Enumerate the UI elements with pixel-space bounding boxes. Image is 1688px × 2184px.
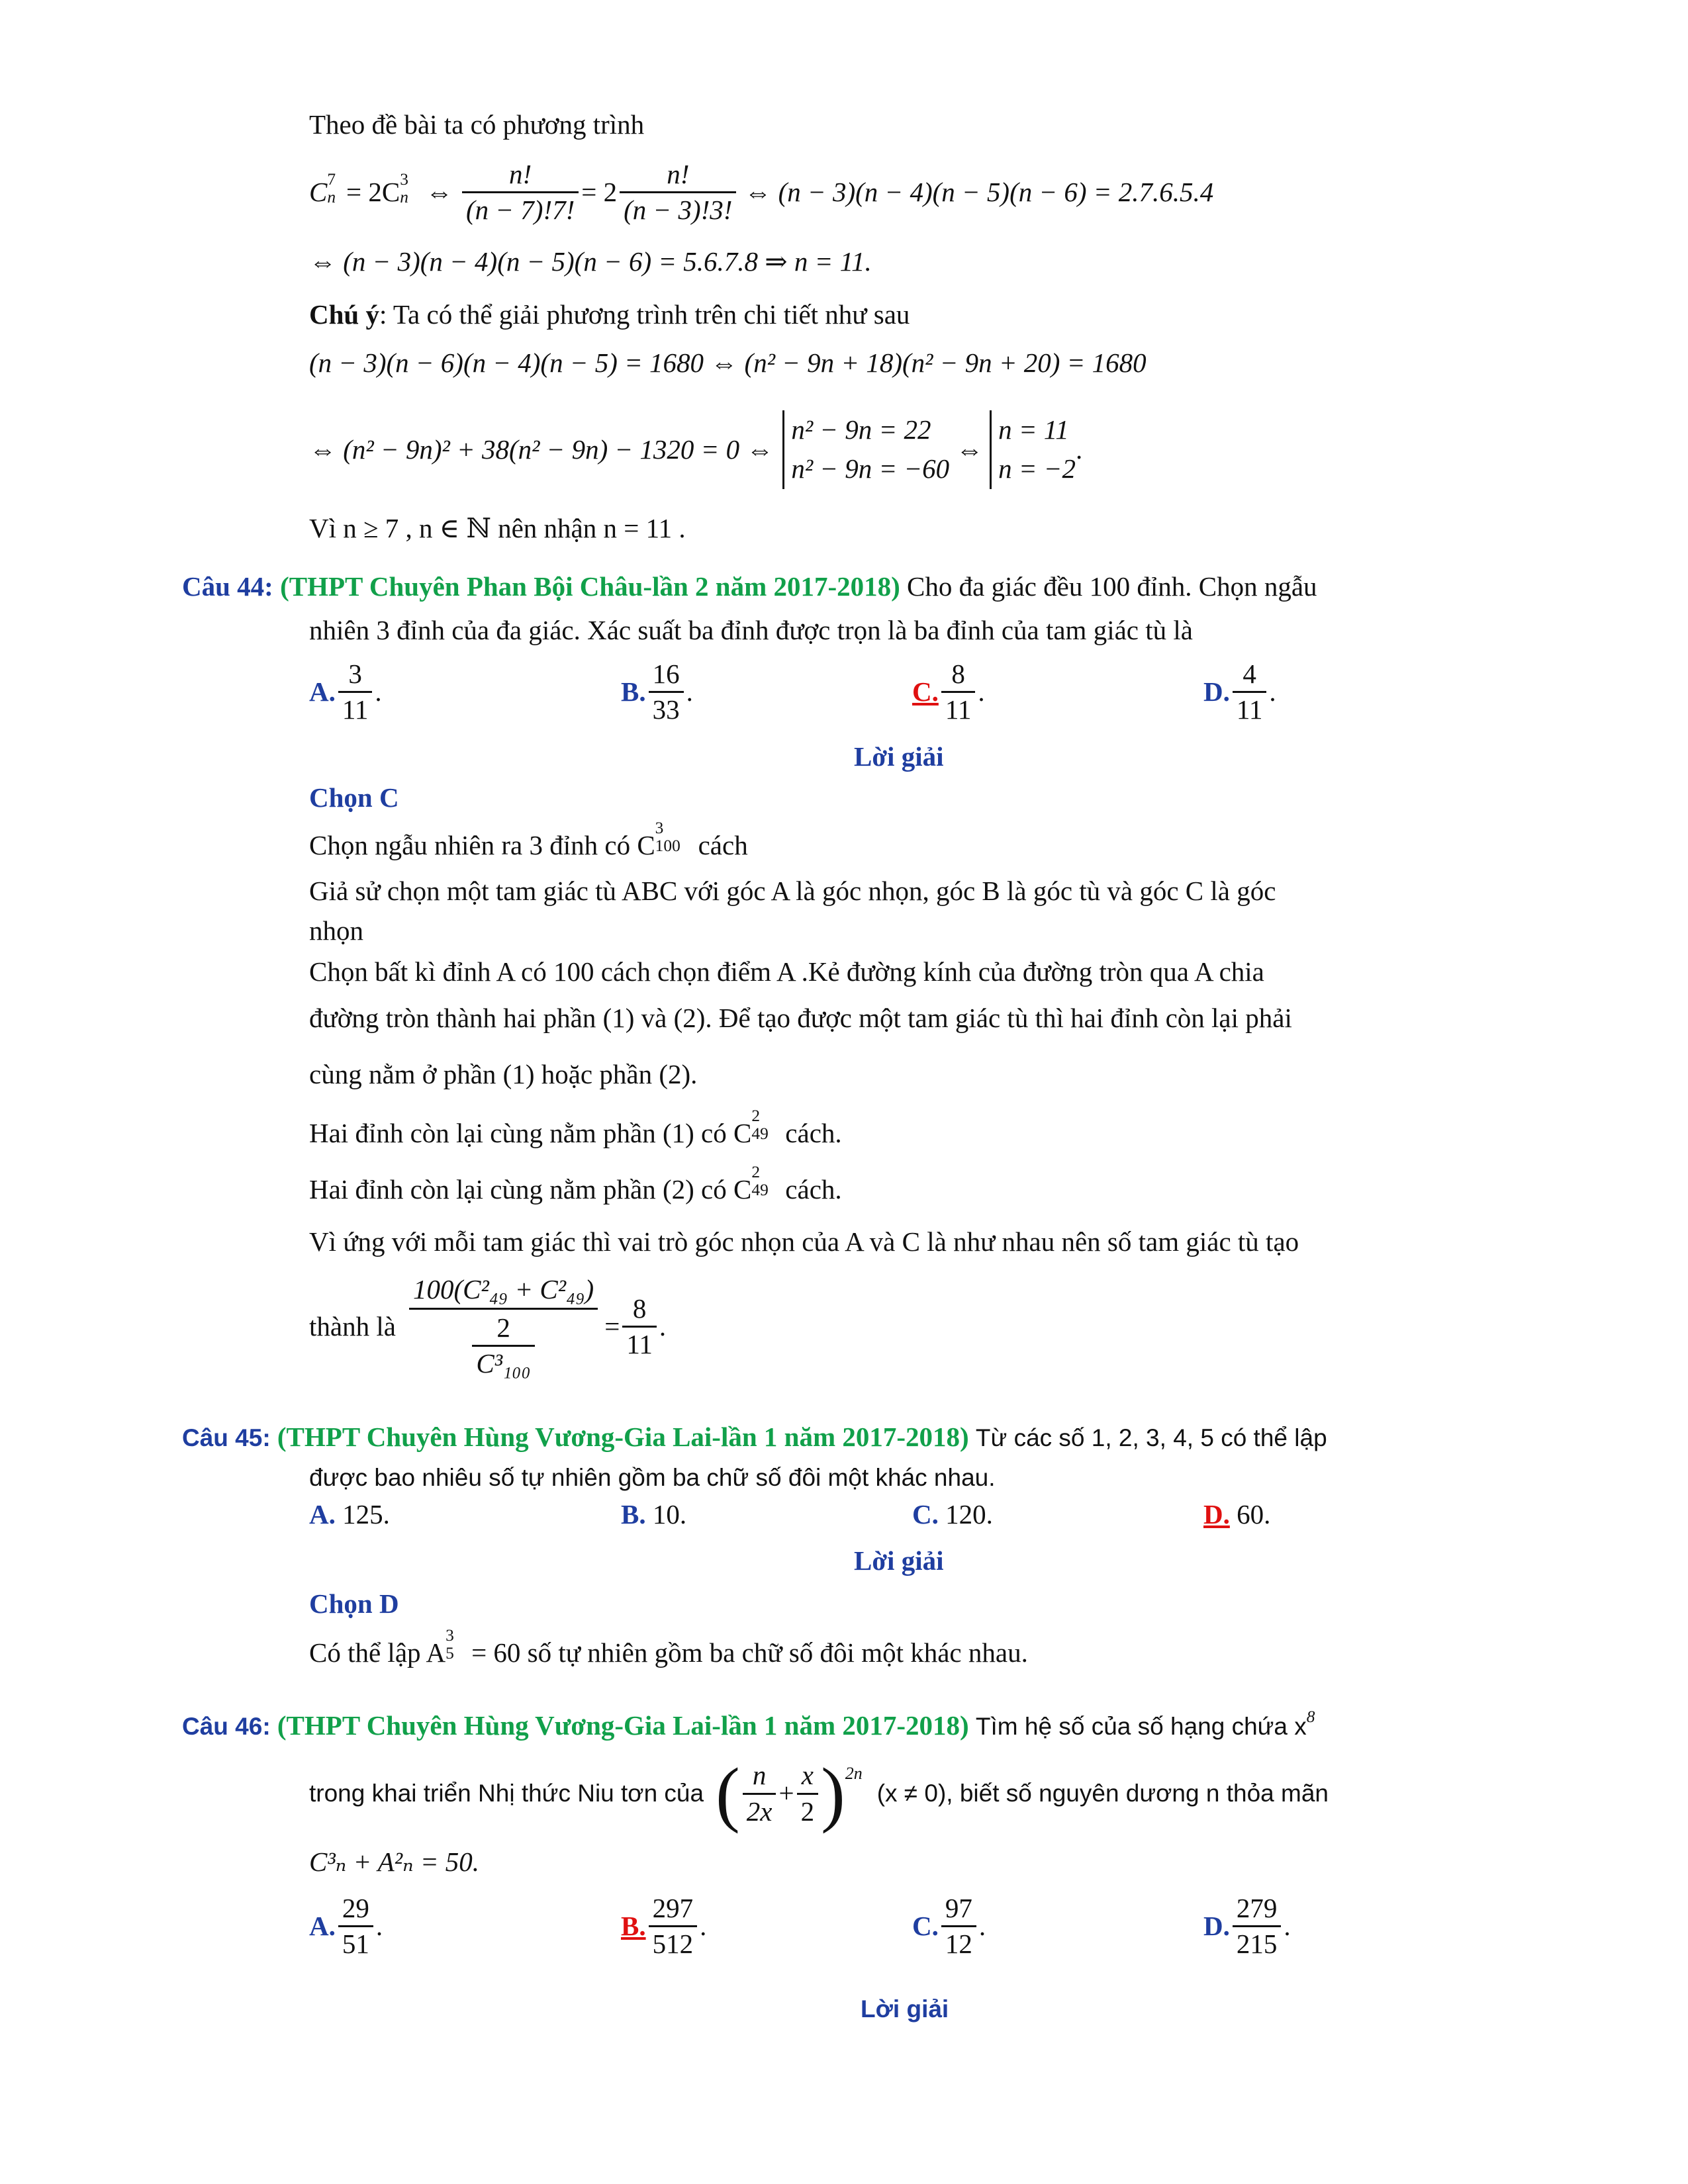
q46-option-d[interactable]: D. $\frac{279}{215}$ . <box>1203 1893 1291 1960</box>
q44-step-7-sup: 2 <box>751 1107 761 1126</box>
q44-option-a[interactable]: A. $\frac{3}{11}$ . <box>309 659 382 725</box>
q45-option-b-letter: B. <box>621 1499 646 1529</box>
q46-text1: Tìm hệ số của số hạng chứa x <box>975 1713 1307 1741</box>
eq4-case-1: n² − 9n = 22 <box>791 414 931 445</box>
q45-text2: được bao nhiêu số tự nhiên gồm ba chữ số đôi một khác nhau. <box>309 1464 996 1491</box>
q44-option-c-frac <box>941 659 975 725</box>
q46-solution-heading: Lời giải <box>861 1995 949 2023</box>
q44-step-1-text: Chọn ngẫu nhiên ra 3 đỉnh có C <box>309 830 655 860</box>
q44-header <box>182 571 1317 602</box>
q46-text3: C³ₙ + A²ₙ = 50. <box>309 1846 480 1877</box>
equation-3: (n − 3)(n − 6)(n − 4)(n − 5) = 1680 ⇔ (n² − 9n + 18)(n² − 9n + 20) = 1680 <box>309 347 1147 378</box>
q46-plus: + <box>778 1778 794 1809</box>
q46-option-c-frac <box>941 1893 976 1960</box>
q46-c-den: 12 <box>941 1925 976 1960</box>
q46-text2-pre: trong khai triển Nhị thức Niu tơn của <box>309 1779 704 1807</box>
q44-option-d[interactable]: D. $\frac{4}{11}$ . <box>1203 659 1276 725</box>
q46-option-d-frac <box>1233 1893 1282 1960</box>
eq1-frac1 <box>462 159 579 226</box>
note-text: : Ta có thể giải phương trình trên chi tiết như sau <box>379 299 910 330</box>
q45-step-1-end: = 60 số tự nhiên gồm ba chữ số đôi một khác nhau. <box>464 1637 1028 1668</box>
q44-step-10-label: thành là <box>309 1311 396 1342</box>
q46-option-a[interactable]: A. $\frac{29}{51}$ . <box>309 1893 383 1960</box>
q45-option-b[interactable] <box>621 1499 686 1530</box>
q44-step-7-end: cách. <box>778 1118 842 1148</box>
q44-option-c-letter: C. <box>912 676 939 707</box>
q46-d-num: 279 <box>1236 1893 1278 1923</box>
q44-solution-heading: Lời giải <box>854 741 944 772</box>
q44-c-num: 8 <box>951 659 965 689</box>
eq1-sub: n <box>327 188 336 207</box>
intro-conclusion: Vì n ≥ 7 , n ∈ ℕ nên nhận n = 11 . <box>309 513 686 543</box>
eq1-sup: 7 <box>327 170 336 189</box>
q46-paren-open: ( <box>716 1753 740 1834</box>
q44-c-den: 11 <box>941 691 975 725</box>
eq4-lhs: ⇔ (n² − 9n)² + 38(n² − 9n) − 1320 = 0 ⇔ <box>309 433 774 465</box>
eq1-indices <box>327 170 346 207</box>
q44-complex-frac <box>405 1274 602 1379</box>
q46-header <box>182 1707 1315 1741</box>
q44-d-num: 4 <box>1243 659 1256 689</box>
q44-option-a-letter: A. <box>309 676 336 707</box>
q45-header <box>182 1422 1327 1453</box>
q45-step-1-text: Có thể lập A <box>309 1637 446 1668</box>
eq1-rhs: ⇔ (n − 3)(n − 4)(n − 5)(n − 6) = 2.7.6.5.4 <box>744 177 1214 208</box>
q44-step-3: nhọn <box>309 915 363 946</box>
q46-frac-1 <box>743 1760 776 1827</box>
q44-step-8-sup: 2 <box>751 1163 761 1182</box>
q44-result-num: 8 <box>632 1293 647 1324</box>
q46-paren-close: ) <box>821 1753 845 1834</box>
eq4-case-2: n² − 9n = −60 <box>791 453 950 484</box>
q45-answer-choice: Chọn D <box>309 1588 399 1619</box>
q44-step-2: Giả sử chọn một tam giác tù ABC với góc A là góc nhọn, góc B là góc tù và góc C là góc <box>309 876 1276 906</box>
q46-option-b-letter: B. <box>621 1911 646 1942</box>
eq1-frac2 <box>620 159 736 226</box>
q45-option-c[interactable] <box>912 1499 993 1530</box>
q44-step-6: cùng nằm ở phần (1) hoặc phần (2). <box>309 1059 698 1089</box>
q44-complex-den: C³₁₀₀ <box>472 1345 534 1379</box>
q45-option-a-letter: A. <box>309 1499 336 1529</box>
q44-option-d-frac <box>1233 659 1266 725</box>
q44-step-1-sub: 100 <box>655 836 680 855</box>
q44-answer-choice: Chọn C <box>309 782 399 813</box>
q44-result-frac <box>622 1293 656 1360</box>
q44-complex-num-top: 100(C²₄₉ + C²₄₉) <box>409 1274 598 1310</box>
equation-4 <box>309 410 1082 489</box>
q44-a-den: 11 <box>338 691 372 725</box>
equation-1 <box>309 159 1213 226</box>
q46-option-c[interactable]: C. $\frac{97}{12}$ . <box>912 1893 986 1960</box>
q44-step-8-text: Hai đỉnh còn lại cùng nằm phần (2) có C <box>309 1174 752 1205</box>
q46-option-a-frac <box>338 1893 373 1960</box>
q44-complex-num-bot: 2 <box>496 1312 510 1343</box>
note-line <box>309 299 910 330</box>
q46-frac-2 <box>797 1760 819 1827</box>
q46-option-a-letter: A. <box>309 1911 336 1942</box>
q44-step-10-end: . <box>659 1311 667 1342</box>
q44-complex-num <box>405 1274 602 1345</box>
q44-source: (THPT Chuyên Phan Bội Châu-lần 2 năm 2017-2018) <box>280 571 900 602</box>
eq4-case-4: n = −2 <box>998 453 1076 484</box>
q44-text1: Cho đa giác đều 100 đỉnh. Chọn ngẫu <box>907 571 1317 602</box>
q46-b-num: 297 <box>652 1893 694 1923</box>
eq4-system-2 <box>990 410 1076 489</box>
q45-option-d-value: 60. <box>1237 1499 1271 1529</box>
eq1-two: = 2 <box>581 177 618 208</box>
eq1-frac2-num: n! <box>667 159 690 189</box>
q46-a-num: 29 <box>342 1893 369 1923</box>
q44-step-8-sub: 49 <box>751 1180 769 1199</box>
q44-step-10-eq: = <box>604 1311 620 1342</box>
eq4-end: . <box>1075 433 1083 465</box>
eq1-frac1-den: (n − 7)!7! <box>462 191 579 226</box>
q44-option-a-frac <box>338 659 372 725</box>
q45-text1: Từ các số 1, 2, 3, 4, 5 có thể lập <box>975 1424 1327 1451</box>
equiv-symbol: ⇔ <box>425 177 453 208</box>
q44-step-7-text: Hai đỉnh còn lại cùng nằm phần (1) có C <box>309 1118 752 1148</box>
q46-frac-2-den: 2 <box>797 1793 819 1827</box>
q44-a-num: 3 <box>348 659 362 689</box>
q46-exponent: 2n <box>845 1764 863 1783</box>
q45-option-c-value: 120. <box>945 1499 993 1529</box>
eq1-mid: = 2C <box>346 177 400 208</box>
q46-a-den: 51 <box>338 1925 373 1960</box>
q44-step-4: Chọn bất kì đỉnh A có 100 cách chọn điểm A .Kẻ đường kính của đường tròn qua A chia <box>309 956 1264 987</box>
eq4-equiv: ⇔ <box>956 433 984 465</box>
q46-line-2 <box>309 1753 1329 1834</box>
q44-step-10 <box>309 1274 666 1379</box>
q46-option-b-frac <box>649 1893 698 1960</box>
q44-b-den: 33 <box>649 691 684 725</box>
eq1-mid-indices <box>400 170 419 207</box>
q45-solution-heading: Lời giải <box>854 1545 944 1576</box>
q44-step-1-sup: 3 <box>655 819 664 838</box>
note-label: Chú ý <box>309 299 379 330</box>
eq1-frac1-num: n! <box>509 159 532 189</box>
q45-option-b-value: 10. <box>652 1499 687 1529</box>
q46-option-d-letter: D. <box>1203 1911 1230 1942</box>
q46-frac-2-num: x <box>801 1760 814 1791</box>
q44-step-8-end: cách. <box>778 1174 842 1205</box>
q46-text1-sup: 8 <box>1306 1707 1315 1726</box>
eq1-mid-sub: n <box>400 188 408 207</box>
q46-frac-1-den: 2x <box>743 1793 776 1827</box>
q44-step-8 <box>309 1163 842 1205</box>
q45-option-d[interactable] <box>1203 1499 1270 1530</box>
q44-step-7-sub: 49 <box>751 1124 769 1143</box>
q46-option-b[interactable]: B. $\frac{297}{512}$ . <box>621 1893 707 1960</box>
q44-option-b[interactable]: B. $\frac{16}{33}$ . <box>621 659 693 725</box>
q46-source: (THPT Chuyên Hùng Vương-Gia Lai-lần 1 năm 2017-2018) <box>277 1710 969 1741</box>
q45-step-1 <box>309 1626 1028 1668</box>
q46-text2-post: (x ≠ 0), biết số nguyên dương n thỏa mãn <box>876 1779 1329 1807</box>
q44-step-1 <box>309 819 748 861</box>
eq1-mid-sup: 3 <box>400 170 408 189</box>
eq4-system-1 <box>782 410 949 489</box>
equation-2: ⇔ (n − 3)(n − 4)(n − 5)(n − 6) = 5.6.7.8 ⇒ n = 11. <box>309 246 872 277</box>
q45-option-c-letter: C. <box>912 1499 939 1529</box>
intro-line: Theo đề bài ta có phương trình <box>309 109 645 140</box>
q44-d-den: 11 <box>1233 691 1266 725</box>
q44-option-d-letter: D. <box>1203 676 1230 707</box>
q44-option-c[interactable]: C. $\frac{8}{11}$ . <box>912 659 985 725</box>
eq4-case-3: n = 11 <box>998 414 1069 445</box>
q44-step-5: đường tròn thành hai phần (1) và (2). Để tạo được một tam giác tù thì hai đỉnh còn lại phải <box>309 1003 1292 1033</box>
q44-b-num: 16 <box>652 659 680 689</box>
q45-option-d-letter: D. <box>1203 1499 1230 1529</box>
eq1-c: C <box>309 177 328 208</box>
q44-label: Câu 44: <box>182 571 273 602</box>
eq1-frac2-den: (n − 3)!3! <box>620 191 736 226</box>
q44-text2: nhiên 3 đỉnh của đa giác. Xác suất ba đỉnh được trọn là ba đỉnh của tam giác tù là <box>309 615 1193 645</box>
q45-label: Câu 45: <box>182 1424 271 1451</box>
q45-step-1-sub: 5 <box>445 1643 454 1662</box>
q44-option-b-frac <box>649 659 684 725</box>
q44-step-1-end: cách <box>691 830 748 860</box>
q46-label: Câu 46: <box>182 1713 271 1741</box>
q44-result-den: 11 <box>622 1326 656 1360</box>
q46-frac-1-num: n <box>752 1760 767 1791</box>
q46-option-c-letter: C. <box>912 1911 939 1942</box>
q44-step-7 <box>309 1107 842 1149</box>
q46-d-den: 215 <box>1233 1925 1282 1960</box>
q45-step-1-sup: 3 <box>445 1626 454 1645</box>
q45-source: (THPT Chuyên Hùng Vương-Gia Lai-lần 1 năm 2017-2018) <box>277 1422 969 1452</box>
q44-step-9: Vì ứng với mỗi tam giác thì vai trò góc nhọn của A và C là như nhau nên số tam giác tù tạo <box>309 1226 1299 1257</box>
q45-option-a[interactable] <box>309 1499 390 1530</box>
q46-b-den: 512 <box>649 1925 698 1960</box>
q44-option-b-letter: B. <box>621 676 646 707</box>
q46-c-num: 97 <box>945 1893 972 1923</box>
q45-option-a-value: 125. <box>342 1499 390 1529</box>
